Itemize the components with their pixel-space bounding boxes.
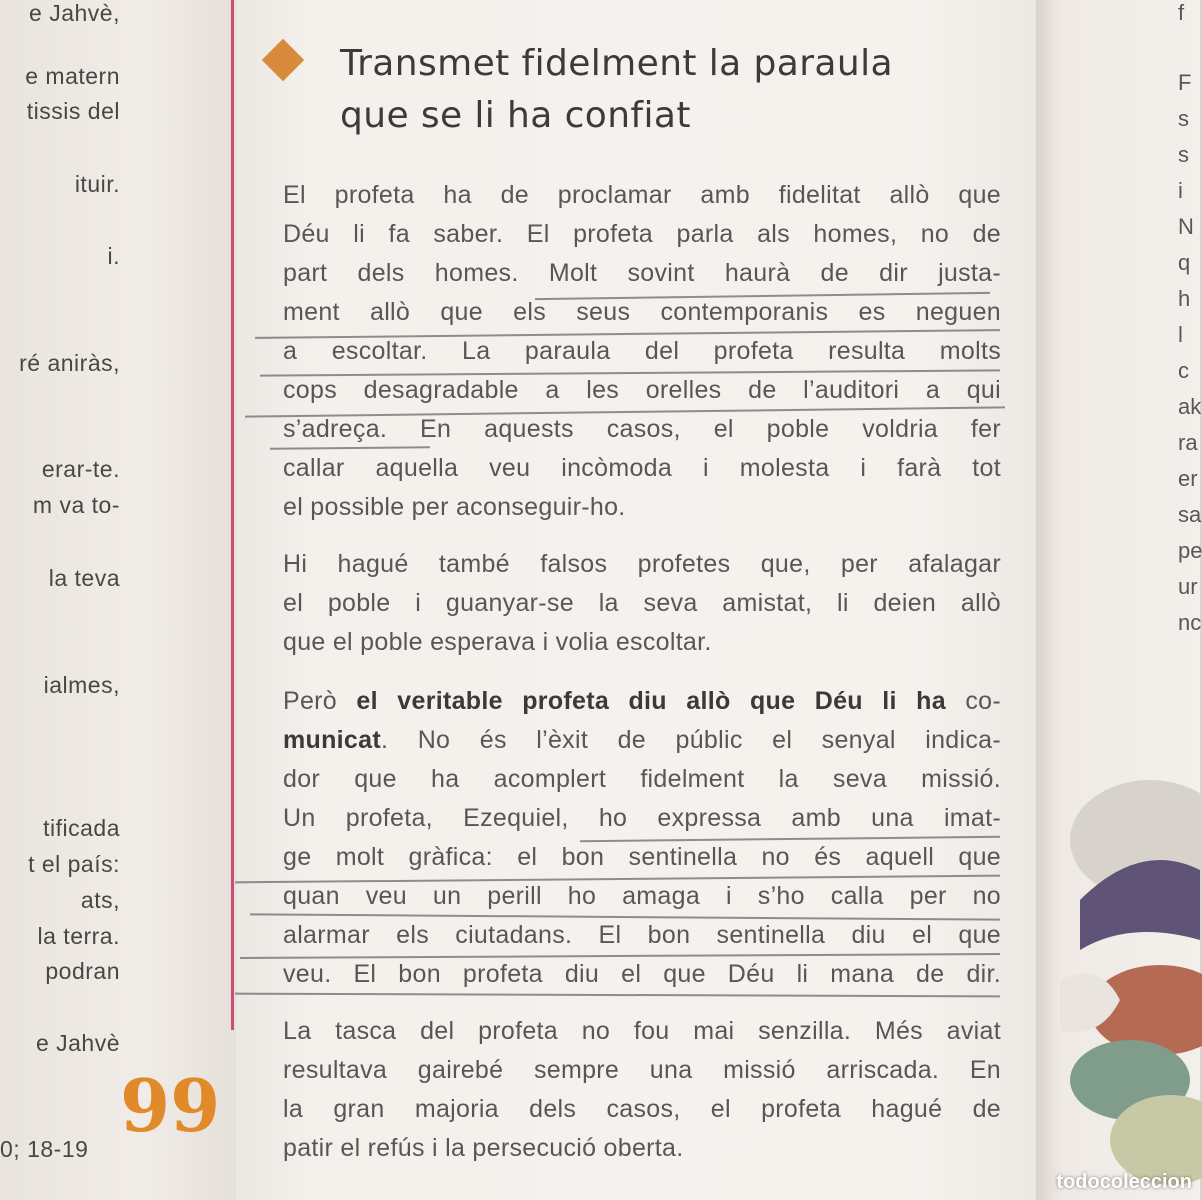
- previous-page-line: e matern: [25, 63, 120, 89]
- article-body-line: s’adreça. En aquests casos, el poble voldria fer: [283, 415, 1001, 443]
- previous-page-line: podran: [45, 958, 120, 984]
- previous-page-line: tificada: [43, 815, 120, 841]
- article-body-line: patir el refús i la persecució oberta.: [283, 1134, 684, 1162]
- article-body-line: el possible per aconseguir-ho.: [283, 493, 626, 521]
- previous-page-line: t el país:: [28, 851, 120, 877]
- previous-page-line: tissis del: [26, 98, 120, 124]
- article-body-line: resultava gairebé sempre una missió arriscada. En: [283, 1056, 1001, 1084]
- article-body-line: dor que ha acomplert fidelment la seva missió.: [283, 765, 1001, 793]
- previous-page-line: i.: [107, 243, 120, 269]
- heading-line-1: Transmet fidelment la paraula: [340, 43, 893, 84]
- previous-page-line: 0; 18-19: [0, 1136, 89, 1162]
- article-body-line: la gran majoria dels casos, el profeta hagué de: [283, 1095, 1001, 1123]
- previous-page-line: la teva: [48, 565, 120, 591]
- article-body-line: ment allò que els seus contemporanis es neguen: [283, 298, 1001, 326]
- article-body-line: El profeta ha de proclamar amb fidelitat allò que: [283, 181, 1001, 209]
- article-body-line: ge molt gràfica: el bon sentinella no és aquell que: [283, 843, 1001, 871]
- next-page-line: h: [1178, 286, 1191, 311]
- article-body-line: municat. No és l’èxit de públic el senyal indica-: [283, 726, 1001, 754]
- watercolor-illustration: [1040, 780, 1200, 1200]
- article-body-line: Hi hagué també falsos profetes que, per afalagar: [283, 550, 1001, 578]
- next-page-line: er: [1178, 466, 1198, 491]
- next-page-line: s: [1178, 142, 1189, 167]
- next-page-line: N: [1178, 214, 1194, 239]
- next-page-line: i: [1178, 178, 1183, 203]
- next-page-line: sa: [1178, 502, 1202, 527]
- next-page-line: q: [1178, 250, 1191, 275]
- article-body-line: alarmar els ciutadans. El bon sentinella diu el que: [283, 921, 1001, 949]
- article-body-line: Déu li fa saber. El profeta parla als homes, no de: [283, 220, 1001, 248]
- previous-page: [0, 0, 236, 1200]
- article-body-line: La tasca del profeta no fou mai senzilla. Més aviat: [283, 1017, 1001, 1045]
- next-page: [1036, 0, 1200, 1200]
- previous-page-line: la terra.: [37, 923, 120, 949]
- article-heading: [340, 38, 1000, 142]
- article-body-line: el poble i guanyar-se la seva amistat, li deien allò: [283, 589, 1001, 617]
- previous-page-line: m va to-: [32, 492, 120, 518]
- previous-page-line: ialmes,: [43, 672, 120, 698]
- article-body-line: Però el veritable profeta diu allò que Déu li ha co-: [283, 687, 1001, 715]
- article-body-line: Un profeta, Ezequiel, ho expressa amb una imat-: [283, 804, 1001, 832]
- next-page-line: pe: [1178, 538, 1202, 563]
- next-page-line: f: [1178, 0, 1185, 25]
- article-body-line: veu. El bon profeta diu el que Déu li mana de dir.: [283, 960, 1001, 988]
- next-page-line: ur: [1178, 574, 1198, 599]
- next-page-line: nc: [1178, 610, 1202, 635]
- article-body-line: a escoltar. La paraula del profeta resulta molts: [283, 337, 1001, 365]
- article-body-line: quan veu un perill ho amaga i s’ho calla per no: [283, 882, 1001, 910]
- article-body-line: part dels homes. Molt sovint haurà de dir justa-: [283, 259, 1001, 287]
- next-page-line: ra: [1178, 430, 1198, 455]
- previous-page-line: ats,: [80, 887, 120, 913]
- article-body-line: cops desagradable a les orelles de l’auditori a qui: [283, 376, 1001, 404]
- previous-page-line: ré aniràs,: [19, 350, 120, 376]
- previous-page-line: e Jahvè: [35, 1030, 120, 1056]
- next-page-line: c: [1178, 358, 1189, 383]
- previous-page-line: e Jahvè,: [29, 0, 120, 26]
- article-body-line: callar aquella veu incòmoda i molesta i farà tot: [283, 454, 1001, 482]
- next-page-line: s: [1178, 106, 1189, 131]
- next-page-line: ak: [1178, 394, 1202, 419]
- watermark-text: todocoleccion: [1056, 1171, 1192, 1193]
- heading-line-2: que se li ha confiat: [340, 95, 691, 136]
- magenta-margin-rule: [231, 0, 234, 1030]
- next-page-line: F: [1178, 70, 1192, 95]
- closing-quote-mark: 99: [120, 1063, 221, 1148]
- article-body-line: que el poble esperava i volia escoltar.: [283, 628, 712, 656]
- previous-page-line: ituir.: [74, 171, 120, 197]
- next-page-line: l: [1178, 322, 1183, 347]
- previous-page-line: erar-te.: [41, 456, 120, 482]
